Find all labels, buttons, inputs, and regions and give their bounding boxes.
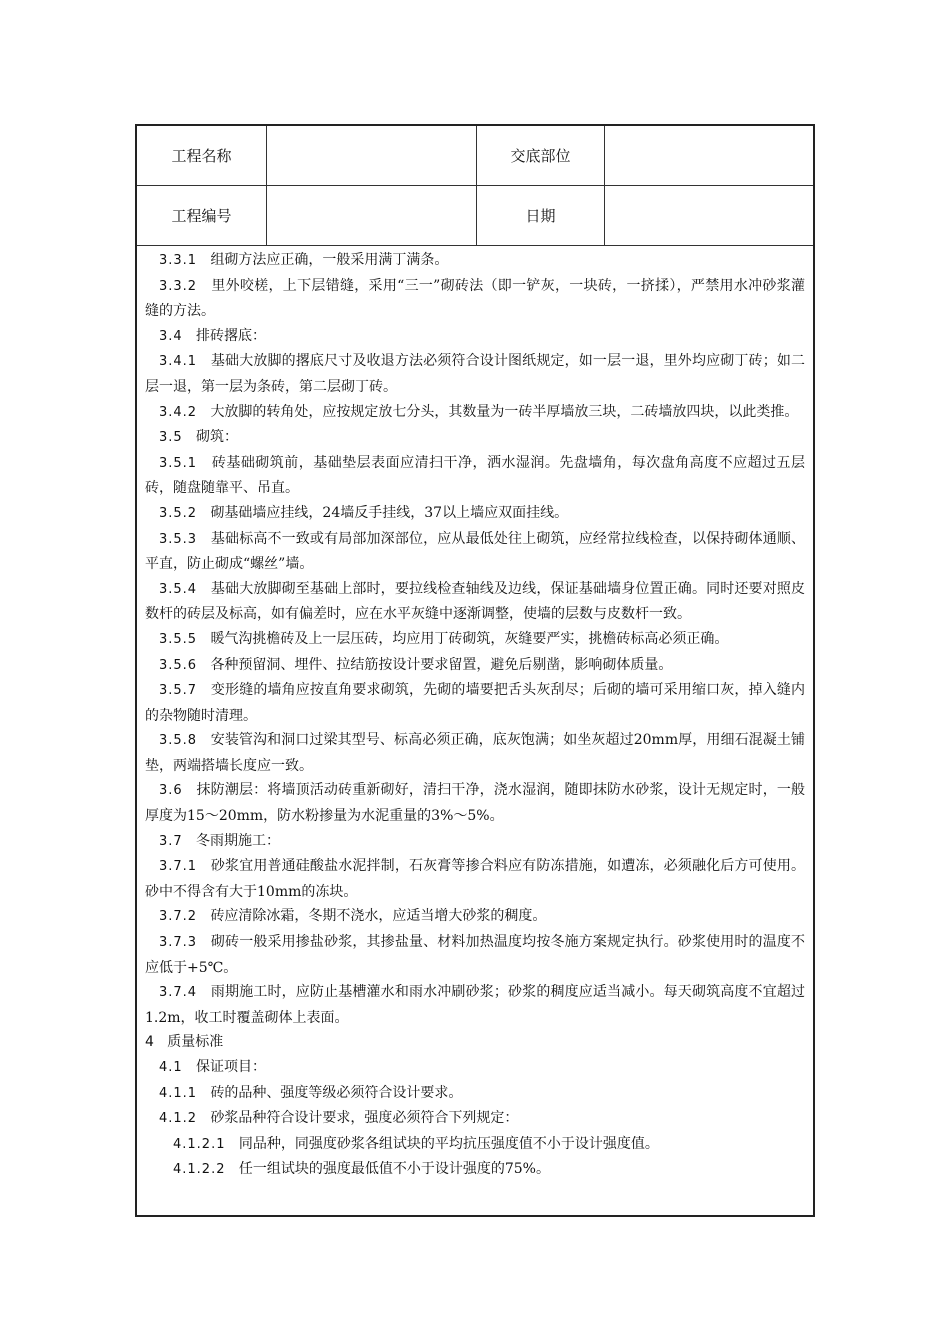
clause-number: 3.4.1 [159, 354, 198, 370]
paragraph [145, 527, 805, 577]
clause-text: 组砌方法应正确，一般采用满丁满条。 [210, 252, 449, 268]
clause-text: 砌砖一般采用掺盐砂浆，其掺盐量、材料加热温度均按冬施方案规定执行。砂浆使用时的温度不应低于+5℃。 [145, 934, 806, 976]
paragraph [145, 1157, 805, 1183]
clause-text: 砂浆品种符合设计要求，强度必须符合下列规定： [210, 1110, 519, 1127]
paragraph [145, 400, 805, 426]
paragraph [145, 678, 805, 728]
clause-number: 3.5.6 [159, 657, 198, 673]
clause-number: 3.4.2 [159, 404, 198, 420]
paragraph [145, 930, 805, 980]
disclosure-form [135, 124, 815, 1217]
paragraph [145, 854, 805, 904]
clause-text: 基础大放脚的撂底尺寸及收退方法必须符合设计图纸规定，如一层一退，里外均应砌丁砖；如二层一退，第一层为条砖，第二层砌丁砖。 [145, 353, 806, 395]
clause-text: 安装管沟和洞口过梁其型号、标高必须正确，底灰饱满；如坐灰超过20mm厚，用细石混凝土铺垫，两端搭墙长度应一致。 [145, 732, 805, 774]
clause-number: 3.5.2 [159, 505, 198, 521]
clause-text: 砂浆宜用普通硅酸盐水泥拌制，石灰膏等掺合料应有防冻措施，如遭冻，必须融化后方可使用。砂中不得含有大于10mm的冻块。 [145, 858, 806, 900]
clause-number: 4.1.2.1 [173, 1136, 226, 1152]
clause-number: 3.7 [159, 833, 183, 849]
clause-text: 暖气沟挑檐砖及上一层压砖，均应用丁砖砌筑，灰缝要严实，挑檐砖标高必须正确。 [210, 630, 729, 647]
clause-number: 4.1.2.2 [173, 1162, 226, 1178]
paragraph [145, 1106, 805, 1132]
paragraph [145, 349, 805, 399]
clause-number: 4.1 [159, 1060, 183, 1075]
disclosure-content [137, 246, 813, 1183]
paragraph [145, 1030, 805, 1055]
paragraph [145, 1055, 805, 1081]
clause-text: 里外咬槎，上下层错缝，采用“三一”砌砖法（即一铲灰，一块砖，一挤揉），严禁用水冲砂浆灌缝的方法。 [145, 277, 805, 320]
paragraph [145, 451, 805, 501]
part-label: 交底部位 [477, 126, 605, 186]
clause-number: 3.5.4 [159, 581, 198, 597]
date-label: 日期 [477, 186, 605, 246]
clause-number: 4 [145, 1034, 154, 1051]
clause-number: 3.7.3 [159, 935, 198, 951]
paragraph [145, 324, 805, 350]
paragraph [145, 501, 805, 527]
clause-number: 3.4 [159, 328, 183, 344]
paragraph [145, 778, 805, 828]
clause-number: 3.5 [159, 430, 183, 446]
clause-text: 砌筑： [196, 429, 239, 446]
clause-text: 冬雨期施工： [196, 832, 281, 849]
paragraph [145, 1081, 805, 1107]
clause-number: 3.5.1 [159, 455, 198, 471]
paragraph [145, 627, 805, 653]
clause-text: 任一组试块的强度最低值不小于设计强度的75%。 [238, 1161, 550, 1178]
clause-text: 变形缝的墙角应按直角要求砌筑，先砌的墙要把舌头灰刮尽；后砌的墙可采用缩口灰，掉入缝内的杂物随时清理。 [145, 682, 806, 724]
paragraph [145, 653, 805, 679]
clause-text: 砌基础墙应挂线，24墙反手挂线，37以上墙应双面挂线。 [210, 504, 569, 521]
clause-text: 同品种，同强度砂浆各组试块的平均抗压强度值不小于设计强度值。 [238, 1135, 659, 1152]
paragraph [145, 577, 805, 627]
clause-text: 基础大放脚砌至基础上部时，要拉线检查轴线及边线，保证基础墙身位置正确。同时还要对照皮数杆的砖层及标高，如有偏差时，应在水平灰缝中逐渐调整，使墙的层数与皮数杆一致。 [145, 580, 806, 623]
clause-number: 3.6 [159, 783, 183, 799]
date-value [605, 186, 813, 246]
paragraph [145, 728, 805, 778]
project-name-label: 工程名称 [137, 126, 267, 186]
clause-text: 抹防潮层：将墙顶活动砖重新砌好，清扫干净，浇水湿润，随即抹防水砂浆，设计无规定时，一般厚度为15～20mm，防水粉掺量为水泥重量的3%～5%。 [145, 782, 806, 825]
clause-number: 4.1.2 [159, 1111, 198, 1127]
paragraph [145, 829, 805, 855]
project-no-label: 工程编号 [137, 186, 267, 246]
part-value [605, 126, 813, 186]
project-name-value [267, 126, 477, 186]
form-header [137, 126, 813, 246]
clause-number: 3.3.2 [159, 278, 198, 294]
clause-number: 3.7.1 [159, 859, 198, 875]
paragraph [145, 904, 805, 930]
paragraph [145, 248, 805, 274]
clause-text: 各种预留洞、埋件、拉结筋按设计要求留置，避免后剔凿，影响砌体质量。 [210, 656, 673, 673]
clause-text: 砖基础砌筑前，基础垫层表面应清扫干净，洒水湿润。先盘墙角，每次盘角高度不应超过五层砖，随盘随靠平、吊直。 [145, 454, 806, 497]
clause-text: 质量标准 [167, 1034, 224, 1051]
clause-text: 保证项目： [196, 1059, 267, 1075]
clause-number: 3.5.5 [159, 631, 198, 647]
clause-number: 3.3.1 [159, 253, 198, 268]
clause-text: 基础标高不一致或有局部加深部位，应从最低处往上砌筑，应经常拉线检查，以保持砌体通顺、平直，防止砌成“螺丝”墙。 [145, 530, 806, 573]
paragraph [145, 274, 805, 324]
clause-text: 雨期施工时，应防止基槽灌水和雨水冲刷砂浆；砂浆的稠度应适当减小。每天砌筑高度不宜超过1.2m，收工时覆盖砌体上表面。 [145, 984, 806, 1026]
clause-number: 4.1.1 [159, 1085, 198, 1101]
clause-text: 排砖撂底： [196, 327, 267, 344]
clause-number: 3.5.3 [159, 531, 198, 547]
project-no-value [267, 186, 477, 246]
paragraph [145, 425, 805, 451]
clause-number: 3.7.2 [159, 909, 198, 925]
clause-number: 3.5.7 [159, 683, 198, 699]
clause-number: 3.5.8 [159, 733, 198, 749]
clause-text: 砖应清除冰霜，冬期不浇水，应适当增大砂浆的稠度。 [210, 908, 547, 925]
clause-text: 大放脚的转角处，应按规定放七分头，其数量为一砖半厚墙放三块，二砖墙放四块，以此类推。 [210, 403, 799, 420]
paragraph [145, 980, 805, 1030]
paragraph [145, 1132, 805, 1158]
clause-number: 3.7.4 [159, 985, 198, 1001]
clause-text: 砖的品种、强度等级必须符合设计要求。 [210, 1084, 463, 1101]
